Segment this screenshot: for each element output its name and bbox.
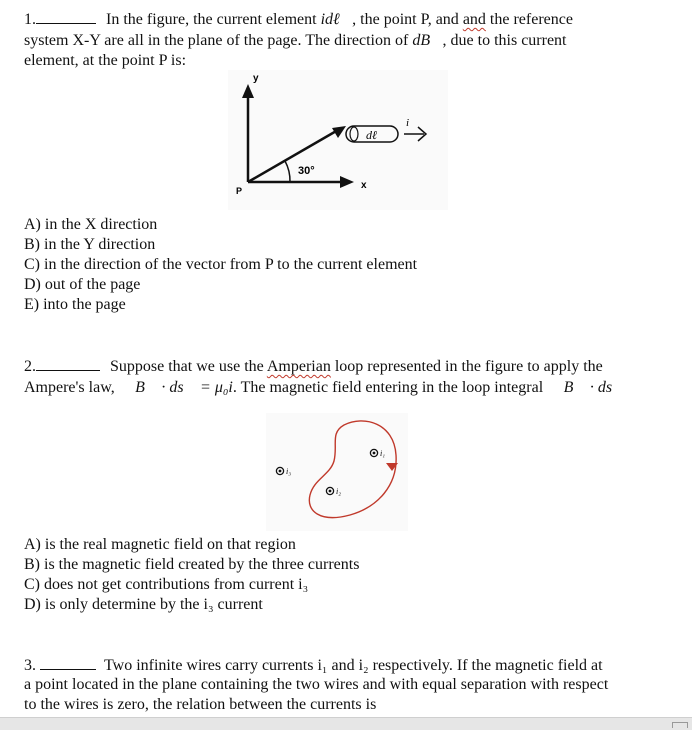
q1-answer-blank[interactable]: [36, 9, 96, 24]
q1-text-and: and: [462, 11, 486, 28]
q3-number: 3.: [24, 657, 36, 674]
q1-line-2: [24, 31, 567, 51]
q2-line2-a: Ampere's law,: [24, 379, 119, 396]
q2-line-1: [24, 356, 603, 377]
q2-option-a[interactable]: A) is the real magnetic field on that region: [24, 536, 296, 553]
q3-text-1: Two infinite wires carry currents i₁ and i₂ respectively. If the magnetic field at: [104, 657, 603, 674]
current-i1-label: i₁: [380, 449, 386, 458]
q1-math-dB: dB⃗: [412, 32, 443, 49]
q2-math-loop-integral: ∮ B⃗ · ds⃗: [547, 379, 625, 396]
q1-line2-a: system X-Y are all in the plane of the page. The direction of: [24, 32, 413, 49]
q1-figure: [228, 70, 448, 210]
q2-math-ampere-law: ∮ B⃗ · ds⃗ = μ₀i: [118, 379, 233, 396]
q2-text-b: loop represented in the figure to apply the: [330, 358, 603, 375]
q3-answer-blank[interactable]: [40, 655, 96, 670]
q1-line-3: element, at the point P is:: [24, 52, 187, 69]
q2-option-d[interactable]: D) is only determine by the i₃ current: [24, 596, 263, 613]
q2-line2-b: . The magnetic field entering in the loop integral: [232, 379, 548, 396]
q1-text-a: In the figure, the current element: [106, 11, 321, 28]
point-p-label: P: [236, 186, 243, 196]
q1-number: 1.: [24, 11, 36, 28]
q2-option-b[interactable]: B) is the magnetic field created by the three currents: [24, 556, 360, 573]
q1-figure-background: [228, 70, 448, 210]
q1-option-b[interactable]: B) in the Y direction: [24, 236, 156, 253]
q1-line2-b: , due to this current: [442, 32, 567, 49]
y-axis-label: y: [253, 73, 259, 84]
current-label: i⃗: [406, 117, 418, 129]
q1-option-e[interactable]: E) into the page: [24, 296, 126, 313]
q1-math-idl: idℓ⃗: [320, 11, 353, 28]
q2-line-2: [24, 378, 625, 398]
q2-number: 2.: [24, 358, 36, 375]
q2-text-amperian: Amperian: [266, 358, 331, 375]
q2-text-a: Suppose that we use the: [110, 358, 267, 375]
current-i1-dot: [373, 452, 376, 455]
x-axis-label: x: [361, 180, 367, 191]
q2-figure: [266, 413, 408, 531]
current-i3-dot: [279, 470, 282, 473]
resize-handle-icon[interactable]: [672, 722, 688, 728]
current-i2-label: i₂: [336, 487, 342, 496]
q1-option-a[interactable]: A) in the X direction: [24, 216, 158, 233]
current-element-label: dℓ⃗: [366, 128, 387, 142]
q2-option-c[interactable]: C) does not get contributions from current i₃: [24, 576, 309, 593]
angle-label: 30°: [298, 165, 315, 177]
q2-answer-blank[interactable]: [36, 356, 100, 371]
q3-line-2: a point located in the plane containing the two wires and with equal separation with respect: [24, 676, 609, 693]
q1-text-b: , the point P, and: [352, 11, 463, 28]
q3-line-1: [24, 655, 603, 676]
q1-line-1: [24, 9, 573, 30]
q1-option-d[interactable]: D) out of the page: [24, 276, 141, 293]
window-bottom-bar: [0, 717, 692, 730]
current-i2-dot: [329, 490, 332, 493]
q1-text-c: the reference: [485, 11, 573, 28]
current-i3-label: i₃: [286, 467, 292, 476]
q3-line-3: to the wires is zero, the relation between the currents is: [24, 696, 377, 713]
q1-option-c[interactable]: C) in the direction of the vector from P to the current element: [24, 256, 418, 273]
